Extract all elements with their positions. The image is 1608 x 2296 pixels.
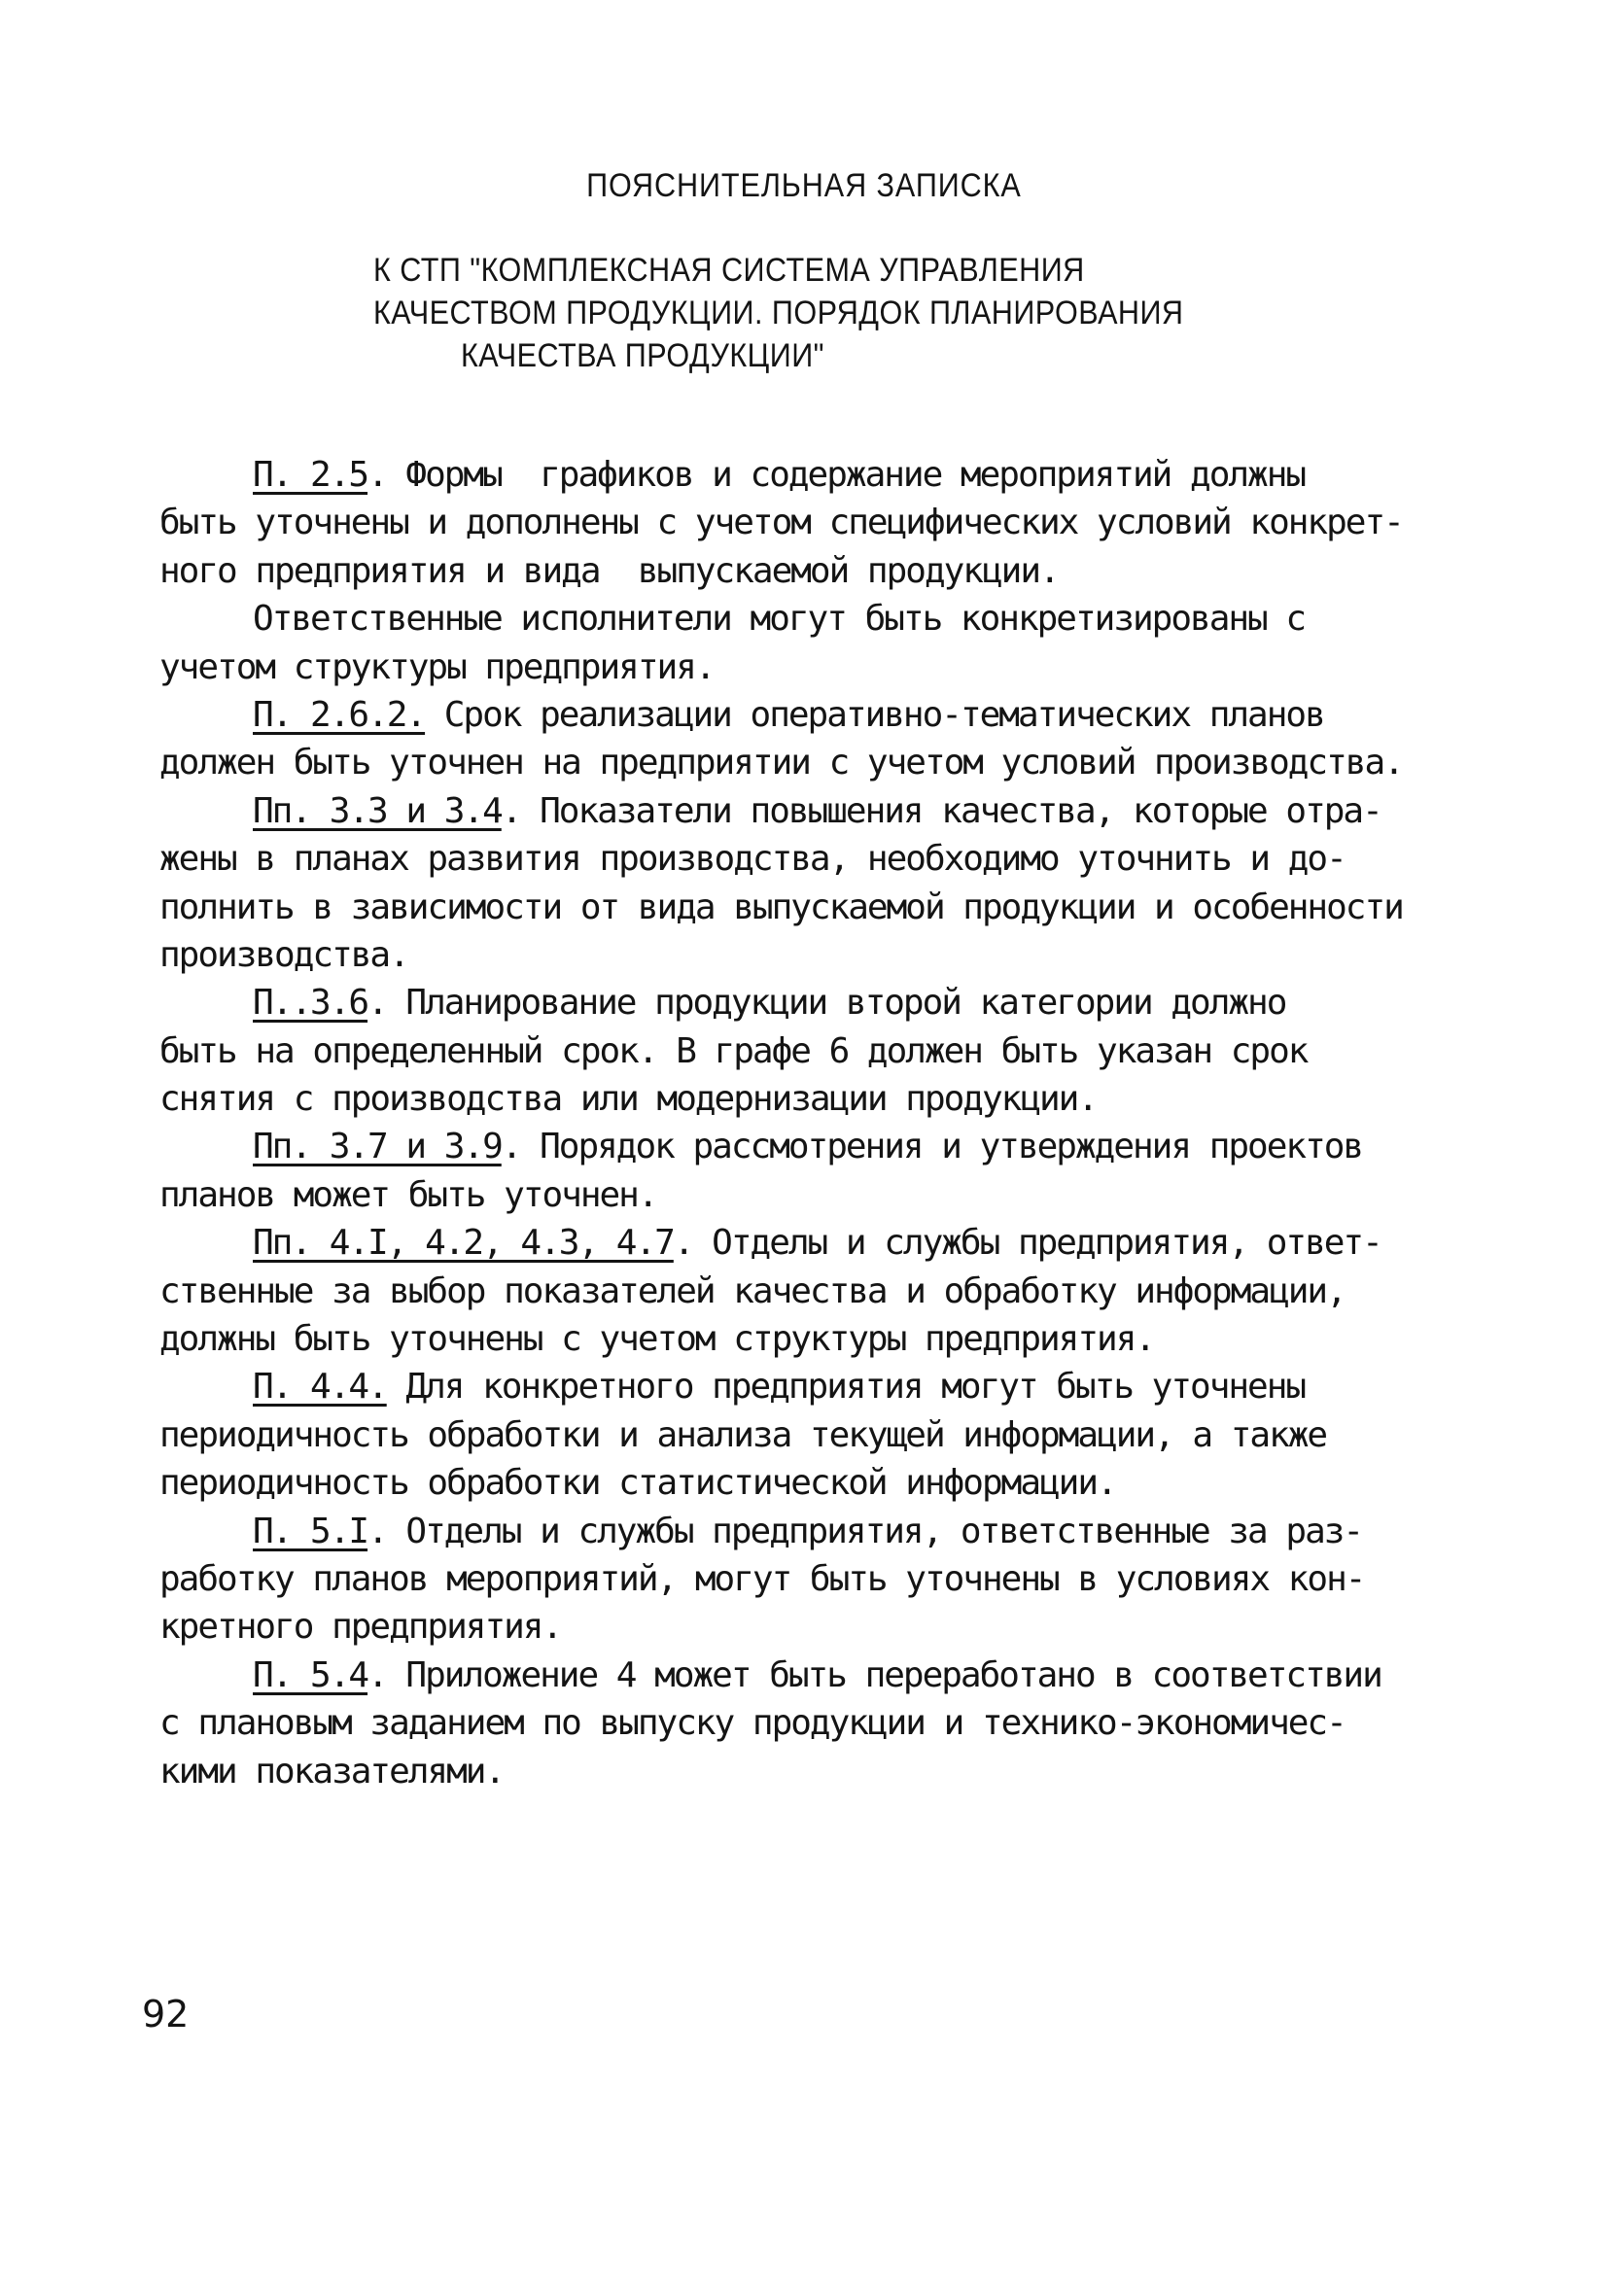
paragraph-line: периодичность обработки и анализа текущей информации, а также xyxy=(159,1414,1327,1455)
paragraph-line: ственные за выбор показателей качества и обработку информации, xyxy=(159,1270,1346,1311)
paragraph-text: . Показатели повышения качества, которые отра- xyxy=(501,790,1381,831)
paragraph-line: производства. xyxy=(159,934,408,975)
paragraph-line: ного предприятия и вида выпускаемой продукции. xyxy=(159,550,1059,591)
paragraph-line xyxy=(159,1363,1443,1410)
paragraph-line xyxy=(159,1508,1443,1555)
paragraph-line xyxy=(159,1652,1443,1699)
paragraph-line xyxy=(159,787,1443,835)
paragraph-line: снятия с производства или модернизации продукции. xyxy=(159,1079,1098,1120)
clause-reference: Пп. 3.3 и 3.4 xyxy=(253,790,502,831)
paragraph-line: должен быть уточнен на предприятии с учетом условий производства. xyxy=(159,743,1403,783)
body-text xyxy=(159,451,1443,1795)
subtitle-line: КАЧЕСТВА ПРОДУКЦИИ" xyxy=(461,337,824,374)
clause-reference: П. 2.5 xyxy=(253,455,368,495)
paragraph-text: . Отделы и службы предприятия, ответственные за раз- xyxy=(367,1511,1363,1551)
paragraph-line xyxy=(159,1123,1443,1170)
document-subtitle xyxy=(373,249,1183,377)
paragraph-line: Ответственные исполнители могут быть конкретизированы с xyxy=(253,599,1306,640)
paragraph-line: жены в планах развития производства, необходимо уточнить и до- xyxy=(159,839,1346,880)
clause-reference: П. 5.I xyxy=(253,1511,368,1551)
paragraph-text: . Формы графиков и содержание мероприятий должны xyxy=(367,455,1306,495)
paragraph-text: . Отделы и службы предприятия, ответ- xyxy=(673,1223,1381,1264)
clause-reference: П..3.6 xyxy=(253,983,368,1024)
clause-reference: П. 4.4. xyxy=(253,1367,387,1408)
paragraph-line: с плановым заданием по выпуску продукции и технико-экономичес- xyxy=(159,1703,1346,1744)
paragraph-line: работку планов мероприятий, могут быть уточнены в условиях кон- xyxy=(159,1558,1365,1599)
paragraph-text: . Приложение 4 может быть переработано в соответствии xyxy=(367,1654,1381,1695)
paragraph-line: должны быть уточнены с учетом структуры предприятия. xyxy=(159,1319,1155,1360)
paragraph-line: быть на определенный срок. В графе 6 должен быть указан срок xyxy=(159,1030,1308,1071)
document-title: ПОЯСНИТЕЛЬНАЯ ЗАПИСКА xyxy=(586,167,1022,204)
paragraph-line xyxy=(159,691,1443,739)
paragraph-text: . Порядок рассмотрения и утверждения проектов xyxy=(501,1127,1363,1167)
clause-reference: Пп. 4.I, 4.2, 4.3, 4.7 xyxy=(253,1223,674,1264)
paragraph-line: планов может быть уточнен. xyxy=(159,1174,657,1215)
paragraph-line: учетом структуры предприятия. xyxy=(159,646,715,687)
paragraph-line: полнить в зависимости от вида выпускаемой продукции и особенности xyxy=(159,887,1403,927)
paragraph-text: Срок реализации оперативно-тематических планов xyxy=(425,694,1324,735)
paragraph-line xyxy=(159,1219,1443,1267)
paragraph-line xyxy=(159,451,1443,499)
clause-reference: П. 2.6.2. xyxy=(253,694,426,735)
paragraph-line: быть уточнены и дополнены с учетом специфических условий конкрет- xyxy=(159,503,1403,543)
paragraph-line: кретного предприятия. xyxy=(159,1607,562,1648)
paragraph-line xyxy=(159,979,1443,1026)
page-number: 92 xyxy=(142,1993,190,2035)
clause-reference: П. 5.4 xyxy=(253,1654,368,1695)
subtitle-line: К СТП "КОМПЛЕКСНАЯ СИСТЕМА УПРАВЛЕНИЯ xyxy=(373,252,1085,289)
paragraph-line: периодичность обработки статистической информации. xyxy=(159,1463,1116,1504)
paragraph-text: Для конкретного предприятия могут быть уточнены xyxy=(386,1367,1306,1408)
paragraph-text: . Планирование продукции второй категории должно xyxy=(367,983,1286,1024)
clause-reference: Пп. 3.7 и 3.9 xyxy=(253,1127,502,1167)
subtitle-line: КАЧЕСТВОМ ПРОДУКЦИИ. ПОРЯДОК ПЛАНИРОВАНИЯ xyxy=(373,295,1184,331)
paragraph-line: кими показателями. xyxy=(159,1751,505,1792)
